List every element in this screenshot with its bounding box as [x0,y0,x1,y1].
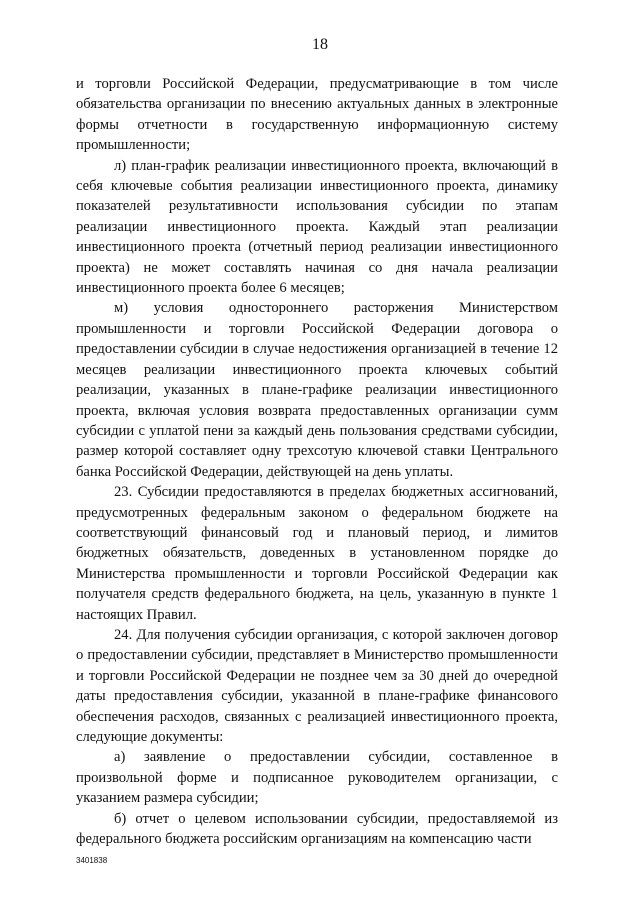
document-body [76,74,558,849]
paragraph-item-l: л) план-график реализации инвестиционного проекта, включающий в себя ключевые события реализации инвестиционного проекта, динамику показателей результативности использования субсидии по этапам реализации инвестиционного проекта. Каждый этап реализации инвестиционного проекта (отчетный период реализации инвестиционного проекта) не может составлять начиная со дня начала реализации инвестиционного проекта более 6 месяцев; [76,157,558,297]
paragraph-23: 23. Субсидии предоставляются в пределах бюджетных ассигнований, предусмотренных федеральным законом о федеральном бюджете на соответствующий финансовый год и плановый период, и лимитов бюджетных обязательств, доведенных в установленном порядке до Министерства промышленности и торговли Российской Федерации как получателя средств федерального бюджета, на цель, указанную в пункте 1 настоящих Правил. [76,484,558,623]
paragraph-24: 24. Для получения субсидии организация, с которой заключен договор о предоставлении субсидии, представляет в Министерство промышленности и торговли Российской Федерации не позднее чем за 30 дней до очередной даты предоставления субсидии, указанной в плане-графике финансового обеспечения расходов, связанных с реализацией инвестиционного проекта, следующие документы: [76,626,558,745]
document-code: 3401838 [76,856,108,865]
paragraph-continuation: и торговли Российской Федерации, предусматривающие в том числе обязательства организации по внесению актуальных данных в электронные формы отчетности в государственную информационную систему промышленности; [76,76,558,154]
paragraph-item-b: б) отчет о целевом использовании субсидии, предоставляемой из федерального бюджета российским организациям на компенсацию части [76,810,558,848]
page-number: 18 [312,36,328,53]
paragraph-item-a: а) заявление о предоставлении субсидии, составленное в произвольной форме и подписанное руководителем организации, с указанием размера субсидии; [76,749,558,807]
paragraph-item-m: м) условия одностороннего расторжения Министерством промышленности и торговли Российской Федерации договора о предоставлении субсидии в случае недостижения организацией в течение 12 месяцев реализации инвестиционного проекта ключевых событий реализации, указанных в плане-графике реализации инвестиционного проекта, включая условия возврата предоставленных организации сумм субсидии с уплатой пени за каждый день пользования средствами субсидии, размер которой составляет одну трехсотую ключевой ставки Центрального банка Российской Федерации, действующей на день уплаты. [76,300,558,480]
